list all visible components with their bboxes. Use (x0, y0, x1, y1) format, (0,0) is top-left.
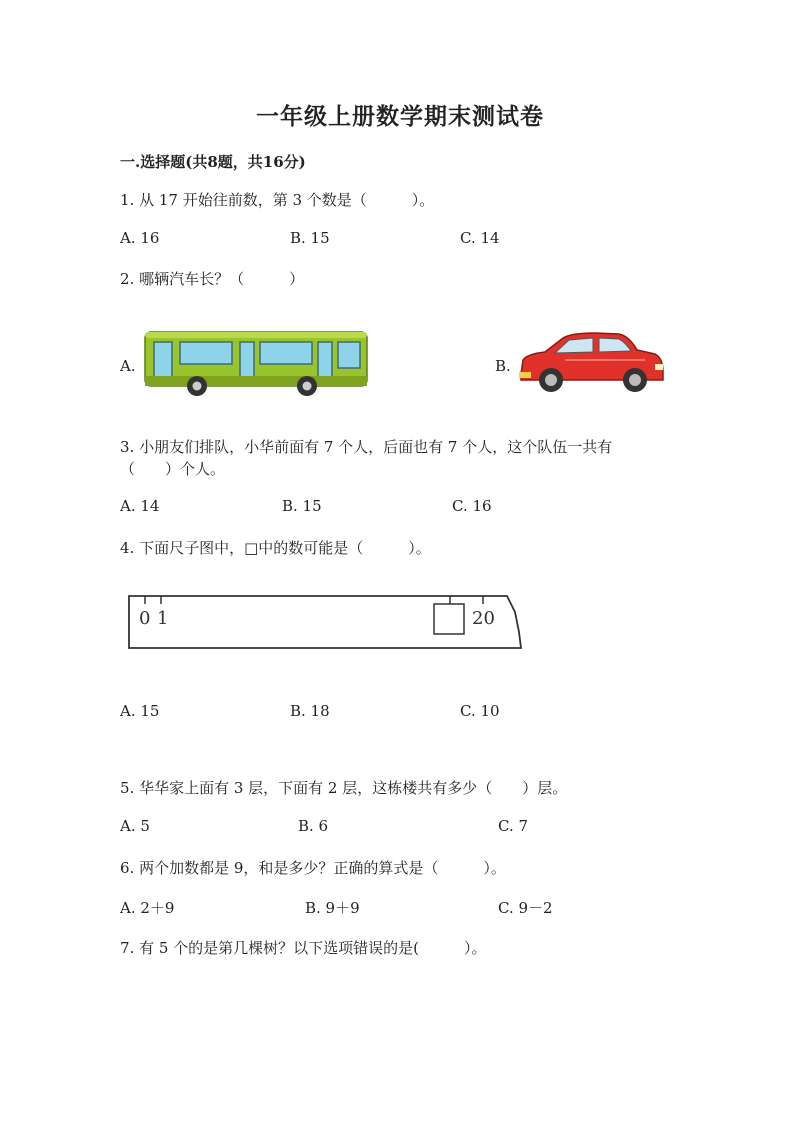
ruler-label-1: 1 (157, 608, 169, 629)
q2-option-b: B. (495, 357, 511, 375)
q6-option-a: A. 2＋9 (120, 899, 175, 917)
car-image (515, 330, 667, 394)
question-6: 6. 两个加数都是 9，和是多少？正确的算式是（ ）。 (120, 859, 506, 877)
question-5: 5. 华华家上面有 3 层，下面有 2 层，这栋楼共有多少（ ）层。 (120, 779, 568, 797)
q1-option-c: C. 14 (460, 229, 500, 247)
question-3-line2: （ ）个人。 (120, 460, 226, 478)
q5-option-b: B. 6 (298, 817, 329, 835)
ruler-blank-box (434, 604, 464, 634)
bus-image (142, 328, 370, 396)
question-1: 1. 从 17 开始往前数，第 3 个数是（ ）。 (120, 191, 435, 209)
q5-option-a: A. 5 (120, 817, 150, 835)
question-2: 2. 哪辆汽车长？（ ） (120, 270, 305, 288)
question-4: 4. 下面尺子图中，□中的数可能是（ ）。 (120, 539, 431, 557)
q5-option-c: C. 7 (498, 817, 529, 835)
q3-option-a: A. 14 (120, 497, 160, 515)
q1-option-b: B. 15 (290, 229, 330, 247)
ruler-image (125, 592, 525, 654)
q3-option-b: B. 15 (282, 497, 322, 515)
q4-option-b: B. 18 (290, 702, 330, 720)
question-3: 3. 小朋友们排队，小华前面有 7 个人，后面也有 7 个人，这个队伍一共有 (120, 438, 613, 456)
page-title: 一年级上册数学期末测试卷 (256, 103, 544, 130)
q4-option-c: C. 10 (460, 702, 500, 720)
section-heading: 一.选择题(共8题，共16分) (120, 153, 306, 171)
ruler-label-0: 0 (139, 608, 151, 629)
q3-option-c: C. 16 (452, 497, 492, 515)
q4-option-a: A. 15 (120, 702, 160, 720)
q6-option-c: C. 9－2 (498, 899, 553, 917)
ruler-label-20: 20 (472, 608, 495, 629)
q2-option-a: A. (120, 357, 136, 375)
q1-option-a: A. 16 (120, 229, 160, 247)
q6-option-b: B. 9＋9 (305, 899, 360, 917)
question-7: 7. 有 5 个的是第几棵树？以下选项错误的是( ）。 (120, 939, 487, 957)
